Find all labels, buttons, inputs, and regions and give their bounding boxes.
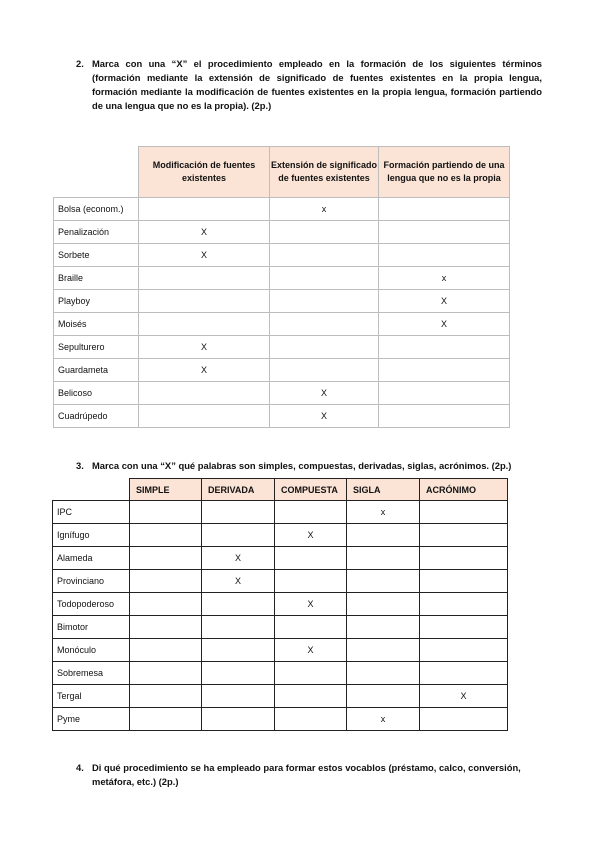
table-row	[53, 708, 508, 731]
mark-cell[interactable]	[347, 593, 420, 616]
mark-cell[interactable]: x	[347, 501, 420, 524]
mark-cell[interactable]	[420, 708, 508, 731]
mark-cell[interactable]	[139, 198, 270, 221]
table2-corner-cell	[53, 479, 130, 501]
mark-cell[interactable]	[379, 336, 510, 359]
mark-cell[interactable]	[202, 662, 275, 685]
mark-cell[interactable]	[347, 639, 420, 662]
mark-cell[interactable]	[270, 313, 379, 336]
term-cell: Tergal	[53, 685, 130, 708]
question-4-number: 4.	[76, 762, 84, 773]
mark-cell[interactable]	[347, 616, 420, 639]
table-formation-procedures	[53, 146, 510, 428]
table1-header-cell: Formación partiendo de una lengua que no es la propia	[379, 147, 510, 198]
mark-cell[interactable]: X	[202, 547, 275, 570]
mark-cell[interactable]	[270, 336, 379, 359]
table-row	[53, 685, 508, 708]
table1-header-cell: Modificación de fuentes existentes	[139, 147, 270, 198]
term-cell: Belicoso	[54, 382, 139, 405]
table-row	[53, 501, 508, 524]
mark-cell[interactable]	[420, 616, 508, 639]
mark-cell[interactable]	[275, 501, 347, 524]
mark-cell[interactable]: x	[379, 267, 510, 290]
term-cell: Sobremesa	[53, 662, 130, 685]
table-row	[54, 336, 510, 359]
question-3-text: Marca con una “X” qué palabras son simples, compuestas, derivadas, siglas, acrónimos. (2p.)	[92, 460, 512, 471]
mark-cell[interactable]: X	[139, 336, 270, 359]
table-row	[53, 639, 508, 662]
term-cell: Cuadrúpedo	[54, 405, 139, 428]
mark-cell[interactable]	[139, 267, 270, 290]
term-cell: IPC	[53, 501, 130, 524]
mark-cell[interactable]	[130, 501, 202, 524]
table2-header-cell: ACRÓNIMO	[420, 479, 508, 501]
mark-cell[interactable]	[275, 570, 347, 593]
term-cell: Braille	[54, 267, 139, 290]
mark-cell[interactable]: X	[420, 685, 508, 708]
table-row	[54, 382, 510, 405]
mark-cell[interactable]	[347, 547, 420, 570]
table-row	[54, 198, 510, 221]
mark-cell[interactable]	[379, 221, 510, 244]
question-2-text: Marca con una “X” el procedimiento empleado en la formación de los siguientes términos (formación mediante la extensión de significado de fuentes existentes en la propia lengua, formación mediante la modificación de fuentes existentes en la propia lengua, formación partiendo de una lengua que no es la propia). (2p.)	[92, 58, 542, 111]
mark-cell[interactable]	[275, 708, 347, 731]
table1-header-row	[54, 147, 510, 198]
table-row	[54, 313, 510, 336]
mark-cell[interactable]: X	[270, 382, 379, 405]
mark-cell[interactable]	[130, 639, 202, 662]
table-row	[53, 662, 508, 685]
mark-cell[interactable]	[139, 290, 270, 313]
mark-cell[interactable]	[420, 524, 508, 547]
mark-cell[interactable]	[130, 616, 202, 639]
table-word-types	[52, 478, 508, 731]
table2-header-cell: DERIVADA	[202, 479, 275, 501]
mark-cell[interactable]	[379, 244, 510, 267]
table-row	[53, 593, 508, 616]
term-cell: Sepulturero	[54, 336, 139, 359]
table-row	[54, 405, 510, 428]
term-cell: Ignífugo	[53, 524, 130, 547]
mark-cell[interactable]	[202, 616, 275, 639]
term-cell: Playboy	[54, 290, 139, 313]
mark-cell[interactable]	[347, 570, 420, 593]
table-row	[54, 267, 510, 290]
mark-cell[interactable]	[420, 547, 508, 570]
term-cell: Moisés	[54, 313, 139, 336]
mark-cell[interactable]	[275, 685, 347, 708]
term-cell: Sorbete	[54, 244, 139, 267]
mark-cell[interactable]	[275, 547, 347, 570]
mark-cell[interactable]	[202, 708, 275, 731]
mark-cell[interactable]	[270, 244, 379, 267]
mark-cell[interactable]	[275, 616, 347, 639]
mark-cell[interactable]	[139, 382, 270, 405]
mark-cell[interactable]	[420, 570, 508, 593]
mark-cell[interactable]	[202, 501, 275, 524]
mark-cell[interactable]	[130, 685, 202, 708]
mark-cell[interactable]	[270, 290, 379, 313]
mark-cell[interactable]	[130, 593, 202, 616]
mark-cell[interactable]: X	[379, 313, 510, 336]
table2-header-cell: SIGLA	[347, 479, 420, 501]
mark-cell[interactable]: X	[275, 639, 347, 662]
mark-cell[interactable]	[130, 570, 202, 593]
mark-cell[interactable]	[379, 405, 510, 428]
table-row	[54, 221, 510, 244]
mark-cell[interactable]: x	[347, 708, 420, 731]
table-row	[54, 290, 510, 313]
term-cell: Monóculo	[53, 639, 130, 662]
mark-cell[interactable]	[275, 662, 347, 685]
table-row	[53, 547, 508, 570]
mark-cell[interactable]: X	[139, 359, 270, 382]
term-cell: Penalización	[54, 221, 139, 244]
term-cell: Guardameta	[54, 359, 139, 382]
term-cell: Alameda	[53, 547, 130, 570]
mark-cell[interactable]	[379, 382, 510, 405]
table2-header-row	[53, 479, 508, 501]
table2-header-cell: SIMPLE	[130, 479, 202, 501]
table-row	[53, 524, 508, 547]
mark-cell[interactable]: X	[275, 593, 347, 616]
table1-header-cell: Extensión de significado de fuentes existentes	[270, 147, 379, 198]
question-2-number: 2.	[76, 58, 84, 69]
mark-cell[interactable]	[420, 501, 508, 524]
table-row	[53, 616, 508, 639]
mark-cell[interactable]: X	[275, 524, 347, 547]
table2-header-cell: COMPUESTA	[275, 479, 347, 501]
mark-cell[interactable]	[202, 593, 275, 616]
mark-cell[interactable]: X	[379, 290, 510, 313]
term-cell: Pyme	[53, 708, 130, 731]
table-row	[54, 359, 510, 382]
term-cell: Todopoderoso	[53, 593, 130, 616]
mark-cell[interactable]	[139, 313, 270, 336]
mark-cell[interactable]	[130, 708, 202, 731]
mark-cell[interactable]	[420, 639, 508, 662]
question-3-number: 3.	[76, 460, 84, 471]
mark-cell[interactable]	[202, 524, 275, 547]
table1-corner-cell	[54, 147, 139, 198]
mark-cell[interactable]	[270, 359, 379, 382]
term-cell: Provinciano	[53, 570, 130, 593]
mark-cell[interactable]: X	[139, 244, 270, 267]
mark-cell[interactable]	[202, 639, 275, 662]
mark-cell[interactable]	[347, 685, 420, 708]
term-cell: Bolsa (econom.)	[54, 198, 139, 221]
table-row	[54, 244, 510, 267]
mark-cell[interactable]: x	[270, 198, 379, 221]
mark-cell[interactable]	[347, 662, 420, 685]
mark-cell[interactable]	[139, 405, 270, 428]
mark-cell[interactable]	[202, 685, 275, 708]
mark-cell[interactable]	[347, 524, 420, 547]
mark-cell[interactable]	[130, 547, 202, 570]
mark-cell[interactable]	[130, 524, 202, 547]
mark-cell[interactable]	[270, 267, 379, 290]
mark-cell[interactable]	[270, 221, 379, 244]
question-4-text: Di qué procedimiento se ha empleado para formar estos vocablos (préstamo, calco, conversión, metáfora, etc.) (2p.)	[92, 762, 521, 787]
mark-cell[interactable]	[420, 662, 508, 685]
table-row	[53, 570, 508, 593]
mark-cell[interactable]	[379, 198, 510, 221]
term-cell: Bimotor	[53, 616, 130, 639]
mark-cell[interactable]: X	[139, 221, 270, 244]
mark-cell[interactable]: X	[202, 570, 275, 593]
mark-cell[interactable]	[130, 662, 202, 685]
mark-cell[interactable]: X	[270, 405, 379, 428]
mark-cell[interactable]	[379, 359, 510, 382]
mark-cell[interactable]	[420, 593, 508, 616]
